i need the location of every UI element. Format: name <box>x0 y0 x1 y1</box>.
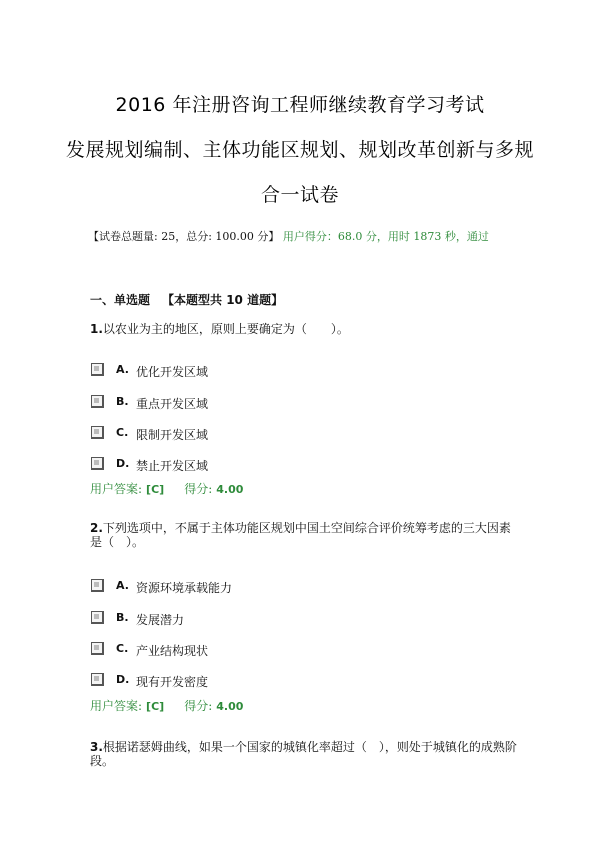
checkbox[interactable] <box>91 363 104 376</box>
question-1 <box>90 322 520 336</box>
question-text: 以农业为主的地区，原则上要确定为（ ）。 <box>102 322 349 336</box>
option-text: 禁止开发区域 <box>136 459 209 473</box>
exam-info: 【试卷总题量: 25，总分: 100.00 分】 <box>88 230 280 243</box>
option-letter: A. <box>116 579 129 592</box>
checkbox[interactable] <box>91 611 104 624</box>
answer-label: 用户答案: <box>90 699 143 713</box>
score-label: 得分: <box>184 482 213 496</box>
question-number: 3. <box>90 740 103 754</box>
option-letter: C. <box>116 642 129 655</box>
option-text: 优化开发区域 <box>136 365 209 379</box>
answer-label: 用户答案: <box>90 482 143 496</box>
option-letter: D. <box>116 457 130 470</box>
page-title-line-1: 2016 年注册咨询工程师继续教育学习考试 <box>115 94 485 116</box>
question-text: 根据诺瑟姆曲线，如果一个国家的城镇化率超过（ ），则处于城镇化的成熟阶段。 <box>90 740 517 768</box>
option-text: 重点开发区域 <box>136 397 209 411</box>
checkbox[interactable] <box>91 642 104 655</box>
option-letter: B. <box>116 395 129 408</box>
checkbox[interactable] <box>91 579 104 592</box>
option-text: 发展潜力 <box>136 613 185 627</box>
question-number: 2. <box>90 521 103 535</box>
page-title-line-2: 发展规划编制、主体功能区规划、规划改革创新与多规 <box>65 139 534 161</box>
question-number: 1. <box>90 322 103 336</box>
answer-value: [C] <box>146 483 165 496</box>
checkbox[interactable] <box>91 426 104 439</box>
checkbox[interactable] <box>91 673 104 686</box>
question-2 <box>90 521 520 549</box>
option-letter: C. <box>116 426 129 439</box>
checkbox[interactable] <box>91 395 104 408</box>
page-title-line-3: 合一试卷 <box>260 184 339 206</box>
user-result: 用户得分：68.0 分，用时 1873 秒，通过 <box>282 230 489 243</box>
user-answer-row <box>90 480 243 497</box>
option-letter: A. <box>116 363 129 376</box>
checkbox[interactable] <box>91 457 104 470</box>
section-heading <box>90 291 283 308</box>
option-text: 资源环境承载能力 <box>136 581 233 595</box>
section-name: 一、单选题 <box>90 293 151 307</box>
user-answer-row <box>90 697 243 714</box>
option-text: 现有开发密度 <box>136 675 209 689</box>
score-value: 4.00 <box>216 700 244 713</box>
option-text: 限制开发区域 <box>136 428 209 442</box>
score-label: 得分: <box>184 699 213 713</box>
exam-summary <box>88 228 489 244</box>
question-3 <box>90 740 520 768</box>
option-letter: B. <box>116 611 129 624</box>
option-text: 产业结构现状 <box>136 644 209 658</box>
answer-value: [C] <box>146 700 165 713</box>
question-text: 下列选项中，不属于主体功能区规划中国土空间综合评价统筹考虑的三大因素是（ ）。 <box>90 521 511 549</box>
score-value: 4.00 <box>216 483 244 496</box>
section-count: 【本题型共 10 道题】 <box>162 293 284 307</box>
option-letter: D. <box>116 673 130 686</box>
